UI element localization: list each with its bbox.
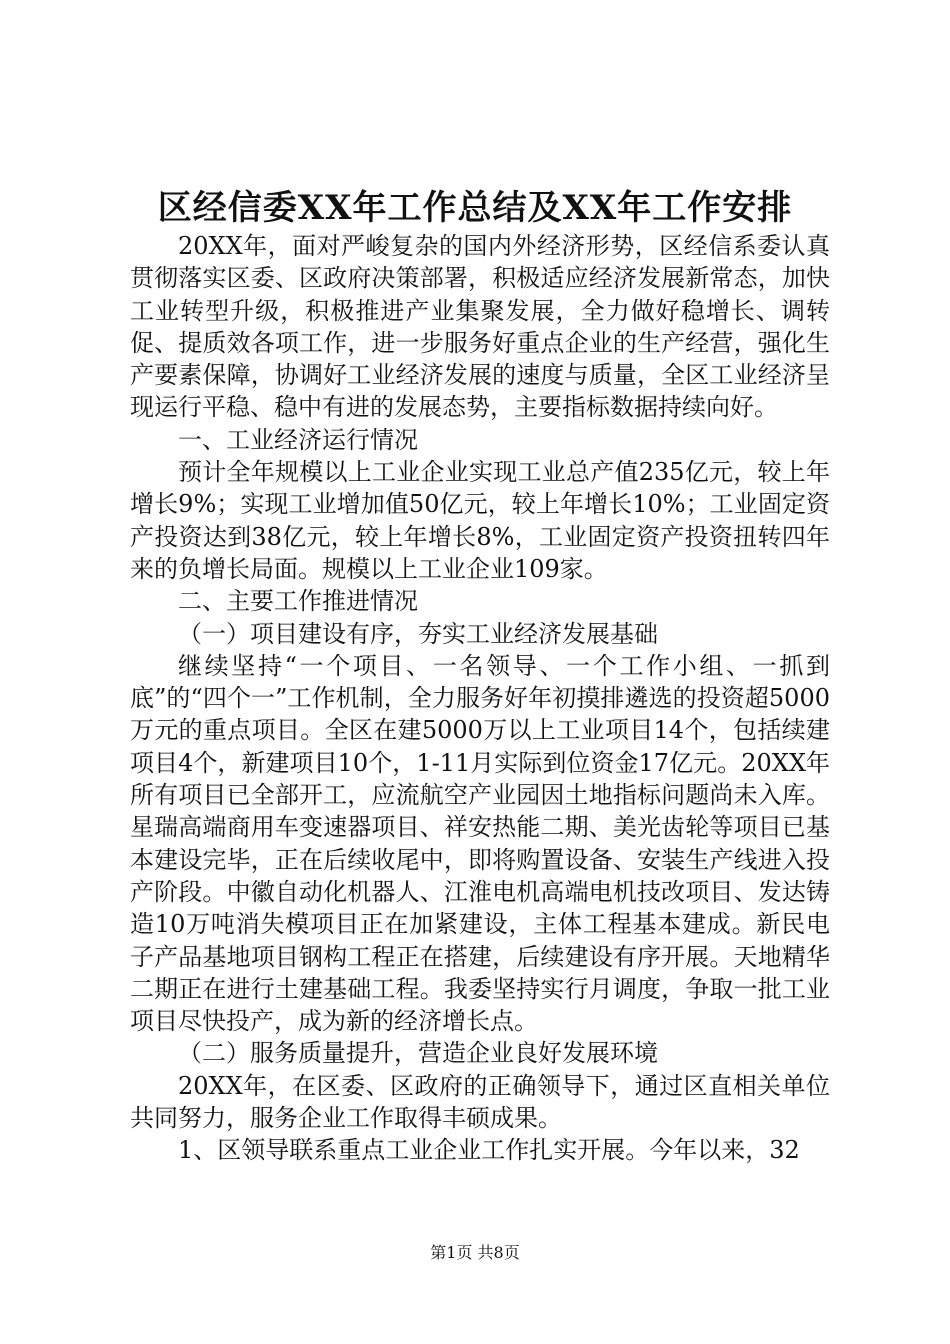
paragraph-projects: 继续坚持“一个项目、一名领导、一个工作小组、一抓到底”的“四个一”工作机制，全力服务好年初摸排遴选的投资超5000万元的重点项目。全区在建5000万以上工业项目14个，包括续建项目4个，新建项目10个，1-11月实际到位资金17亿元。20XX年所有项目已全部开工，应流航空产业园因土地指标问题尚未入库。星瑞高端商用车变速器项目、祥安热能二期、美光齿轮等项目已基本建设完毕，正在后续收尾中，即将购置设备、安装生产线进入投产阶段。中徽自动化机器人、江淮电机高端电机技改项目、发达铸造10万吨消失模项目正在加紧建设，主体工程基本建成。新民电子产品基地项目钢构工程正在搭建，后续建设有序开展。天地精华二期正在进行土建基础工程。我委坚持实行月调度，争取一批工业项目尽快投产，成为新的经济增长点。 <box>130 651 830 1036</box>
document-title: 区经信委XX年工作总结及XX年工作安排 <box>157 188 793 228</box>
paragraph-industrial-stats: 预计全年规模以上工业企业实现工业总产值235亿元，较上年增长9%；实现工业增加值50亿元，较上年增长10%；工业固定资产投资达到38亿元，较上年增长8%，工业固定资产投资扭转四年来的负增长局面。规模以上工业企业109家。 <box>130 458 830 583</box>
paragraph-service: 20XX年，在区委、区政府的正确领导下，通过区直相关单位共同努力，服务企业工作取得丰硕成果。 <box>130 1071 830 1133</box>
paragraph-leadership: 1、区领导联系重点工业企业工作扎实开展。今年以来，32 <box>178 1136 800 1165</box>
subsection-heading-2: （二）服务质量提升，营造企业良好发展环境 <box>178 1039 658 1068</box>
document-body <box>130 230 830 1167</box>
section-heading-2: 二、主要工作推进情况 <box>178 587 418 616</box>
subsection-heading-1: （一）项目建设有序，夯实工业经济发展基础 <box>178 619 658 648</box>
page-footer: 第1页 共8页 <box>430 1243 520 1262</box>
paragraph-intro: 20XX年，面对严峻复杂的国内外经济形势，区经信系委认真贯彻落实区委、区政府决策部署，积极适应经济发展新常态，加快工业转型升级，积极推进产业集聚发展，全力做好稳增长、调转促、提质效各项工作，进一步服务好重点企业的生产经营，强化生产要素保障，协调好工业经济发展的速度与质量，全区工业经济呈现运行平稳、稳中有进的发展态势，主要指标数据持续向好。 <box>130 232 830 422</box>
section-heading-1: 一、工业经济运行情况 <box>178 425 418 454</box>
